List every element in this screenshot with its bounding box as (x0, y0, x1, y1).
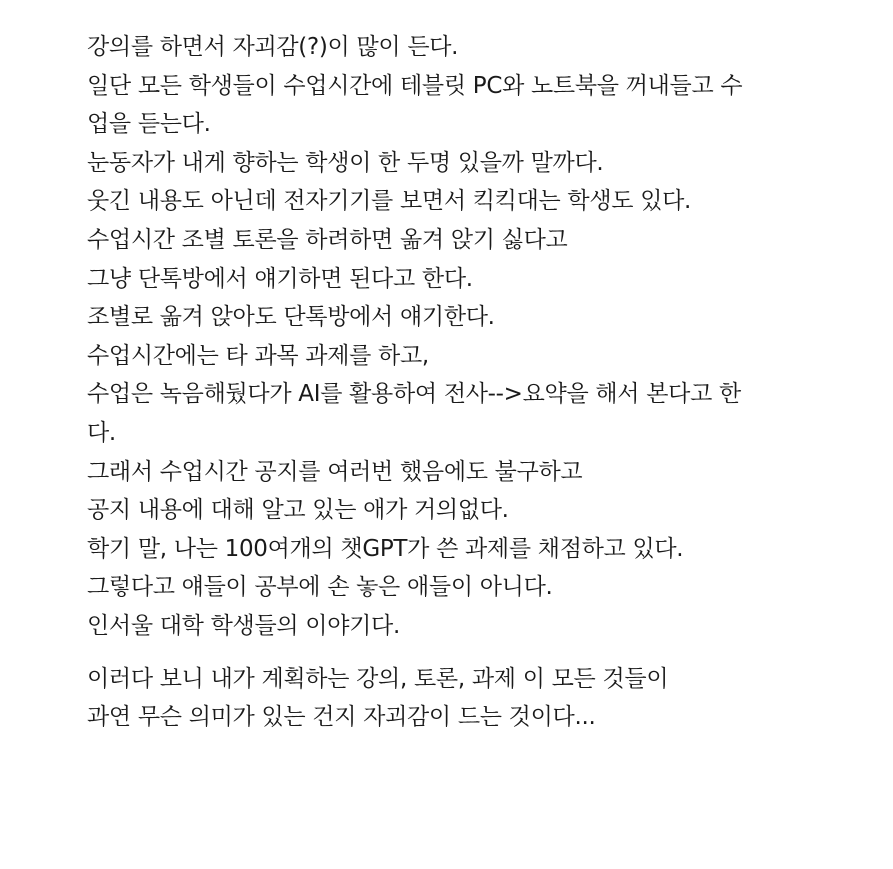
text-line: 그래서 수업시간 공지를 여러번 했음에도 불구하고 (87, 458, 583, 485)
text-line: 수업은 녹음해뒀다가 AI를 활용하여 전사-->요약을 해서 본다고 한 (87, 381, 741, 408)
text-line: 웃긴 내용도 아닌데 전자기기를 보면서 킥킥대는 학생도 있다. (87, 188, 692, 215)
text-line: 학기 말, 나는 100여개의 챗GPT가 쓴 과제를 채점하고 있다. (87, 535, 684, 562)
text-line: 눈동자가 내게 향하는 학생이 한 두명 있을까 말까다. (87, 149, 604, 176)
text-line: 강의를 하면서 자괴감(?)이 많이 든다. (87, 34, 459, 60)
text-line: 다. (87, 419, 116, 446)
text-line: 수업시간 조별 토론을 하려하면 옮겨 앉기 싫다고 (87, 226, 568, 253)
text-line: 공지 내용에 대해 알고 있는 애가 거의없다. (87, 497, 509, 524)
text-line: 그냥 단톡방에서 얘기하면 된다고 한다. (87, 265, 473, 292)
text-line: 과연 무슨 의미가 있는 건지 자괴감이 드는 것이다... (87, 704, 596, 731)
text-line: 수업시간에는 타 과목 과제를 하고, (87, 342, 429, 369)
text-line: 인서울 대학 학생들의 이야기다. (87, 612, 400, 639)
text-line: 업을 듣는다. (87, 111, 211, 138)
post-body (87, 28, 857, 737)
text-line: 조별로 옮겨 앉아도 단톡방에서 얘기한다. (87, 304, 495, 331)
post-paragraph-2 (87, 660, 857, 737)
text-line: 그렇다고 얘들이 공부에 손 놓은 애들이 아니다. (87, 574, 553, 601)
post-paragraph-1 (87, 28, 857, 646)
text-line: 이러다 보니 내가 계획하는 강의, 토론, 과제 이 모든 것들이 (87, 665, 669, 692)
text-line: 일단 모든 학생들이 수업시간에 테블릿 PC와 노트북을 꺼내들고 수 (87, 72, 743, 99)
